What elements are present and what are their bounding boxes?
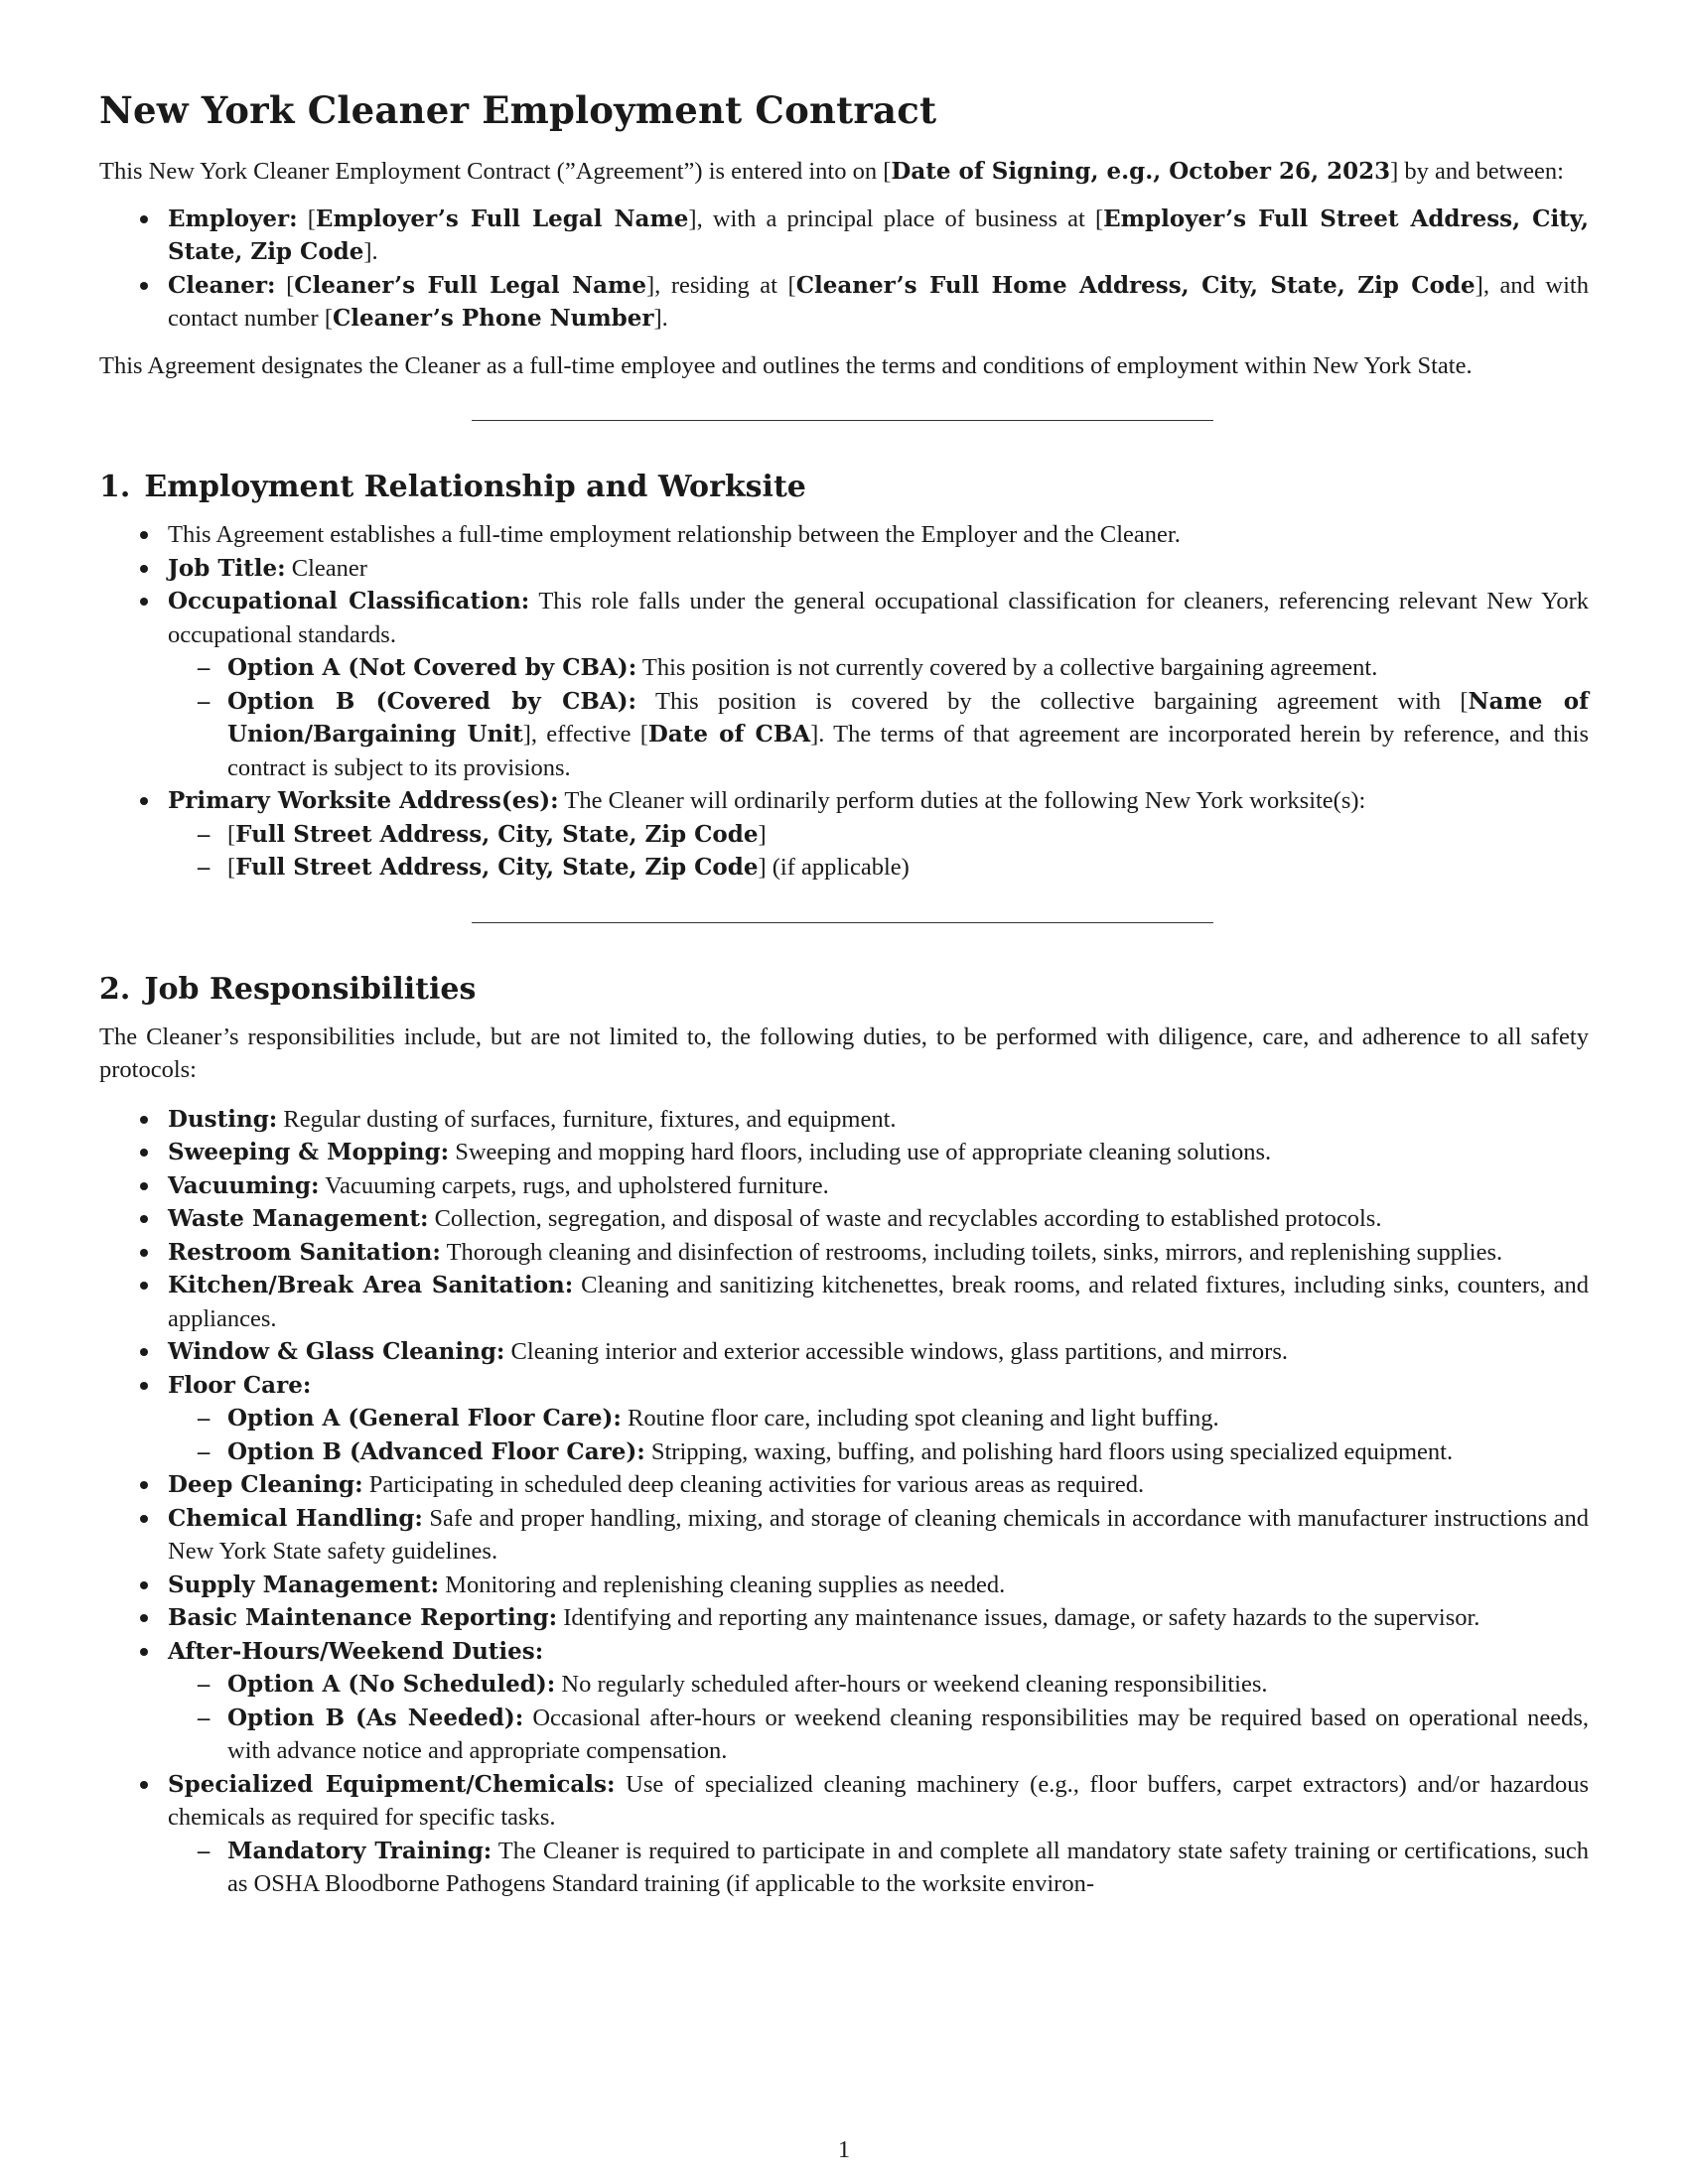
cleaner-phone-placeholder: Cleaner’s Phone Number	[333, 305, 654, 332]
intro-paragraph: This New York Cleaner Employment Contract (”Agreement”) is entered into on [Date of Signing, e.g., October 26, 2023] by and between:	[99, 158, 1564, 185]
list-item-restroom-sanitation: Restroom Sanitation: Thorough cleaning and disinfection of restrooms, including toilets, sinks, mirrors, and replenishing supplies.	[99, 1236, 1589, 1270]
list-item-mandatory-training: – Mandatory Training: The Cleaner is required to participate in and complete all mandatory state safety training or certifications, such as OSHA Bloodborne Pathogens Standard training (if applicable to the worksite environ-	[168, 1835, 1589, 1901]
list-item-deep-cleaning: Deep Cleaning: Participating in scheduled deep cleaning activities for various areas as required.	[99, 1468, 1589, 1502]
list-item: This Agreement establishes a full-time employment relationship between the Employer and the Cleaner.	[99, 518, 1589, 552]
list-item-sweeping-mopping: Sweeping & Mopping: Sweeping and mopping hard floors, including use of appropriate cleaning solutions.	[99, 1136, 1589, 1169]
cba-date-placeholder: Date of CBA	[647, 721, 811, 748]
list-item-worksite: Primary Worksite Address(es): The Cleaner will ordinarily perform duties at the following New York worksite(s): – [Full Street Address, City, State, Zip Code] – [Full Street Address, City, State, Zip Code] (if applicable)	[99, 784, 1589, 885]
section-2-list	[99, 1103, 1589, 1901]
list-item-kitchen-sanitation: Kitchen/Break Area Sanitation: Cleaning and sanitizing kitchenettes, break rooms, and related fixtures, including sinks, counters, and appliances.	[99, 1269, 1589, 1335]
date-placeholder: Date of Signing, e.g., October 26, 2023	[891, 158, 1391, 185]
floor-care-options	[168, 1402, 1589, 1468]
parties-list	[99, 203, 1589, 336]
list-item-vacuuming: Vacuuming: Vacuuming carpets, rugs, and upholstered furniture.	[99, 1169, 1589, 1203]
union-placeholder: Name of Union/Bargaining Unit	[227, 687, 1589, 748]
list-item-floor-option-b: – Option B (Advanced Floor Care): Stripping, waxing, buffing, and polishing hard floors using specialized equipment.	[168, 1435, 1589, 1469]
section-divider	[472, 420, 1213, 421]
list-item-after-hours: After-Hours/Weekend Duties: – Option A (No Scheduled): No regularly scheduled after-hours or weekend cleaning responsibilities. – Option B (As Needed): Occasional after-hours or weekend cleaning responsibilities may be required based on operational needs, with advance notice and appropriate compensation.	[99, 1635, 1589, 1768]
section-2-heading: 2. Job Responsibilities	[99, 971, 477, 1007]
list-item-cleaner: Cleaner: [Cleaner’s Full Legal Name], residing at [Cleaner’s Full Home Address, City, State, Zip Code], and with contact number [Cleaner’s Phone Number].	[99, 269, 1589, 336]
list-item-waste-management: Waste Management: Collection, segregation, and disposal of waste and recyclables according to established protocols.	[99, 1202, 1589, 1236]
list-item-window-cleaning: Window & Glass Cleaning: Cleaning interior and exterior accessible windows, glass partitions, and mirrors.	[99, 1335, 1589, 1369]
employer-address-placeholder: Employer’s Full Street Address, City, State, Zip Code	[168, 205, 1589, 265]
employer-name-placeholder: Employer’s Full Legal Name	[315, 205, 689, 232]
section-divider	[472, 922, 1213, 923]
page-number: 1	[837, 2136, 851, 2163]
worksite-address-list	[168, 818, 1589, 885]
list-item-occupational-classification: Occupational Classification: This role falls under the general occupational classification for cleaners, referencing relevant New York occupational standards. – Option A (Not Covered by CBA): This position is not currently covered by a collective bargaining agreement. – Option B (Covered by CBA): This position is covered by the collective bargaining agreement with [Name of Union/Bargaining Unit], effective [Date of CBA]. The terms of that agreement are incorporated herein by reference, and this contract is subject to its provisions.	[99, 585, 1589, 784]
document-title: New York Cleaner Employment Contract	[99, 88, 937, 132]
list-item-specialized-equipment: Specialized Equipment/Chemicals: Use of specialized cleaning machinery (e.g., floor buffers, carpet extractors) and/or hazardous chemicals as required for specific tasks. – Mandatory Training: The Cleaner is required to participate in and complete all mandatory state safety training or certifications, such as OSHA Bloodborne Pathogens Standard training (if applicable to the worksite environ-	[99, 1768, 1589, 1901]
list-item-option-b: – Option B (Covered by CBA): This position is covered by the collective bargaining agreement with [Name of Union/Bargaining Unit], effective [Date of CBA]. The terms of that agreement are incorporated herein by reference, and this contract is subject to its provisions.	[168, 685, 1589, 785]
list-item-chemical-handling: Chemical Handling: Safe and proper handling, mixing, and storage of cleaning chemicals in accordance with manufacturer instructions and New York State safety guidelines.	[99, 1502, 1589, 1569]
intro-closing-paragraph: This Agreement designates the Cleaner as a full-time employee and outlines the terms and conditions of employment within New York State.	[99, 351, 1473, 379]
section-1-heading: 1. Employment Relationship and Worksite	[99, 470, 806, 504]
list-item-address-2: – [Full Street Address, City, State, Zip Code] (if applicable)	[168, 851, 1589, 885]
list-item-floor-option-a: – Option A (General Floor Care): Routine floor care, including spot cleaning and light buffing.	[168, 1402, 1589, 1435]
list-item-dusting: Dusting: Regular dusting of surfaces, furniture, fixtures, and equipment.	[99, 1103, 1589, 1137]
cleaner-name-placeholder: Cleaner’s Full Legal Name	[294, 271, 646, 299]
list-item-maintenance-reporting: Basic Maintenance Reporting: Identifying and reporting any maintenance issues, damage, or safety hazards to the supervisor.	[99, 1601, 1589, 1635]
specialized-sublist	[168, 1835, 1589, 1901]
section-2-intro: The Cleaner’s responsibilities include, but are not limited to, the following duties, to be performed with diligence, care, and adherence to all safety protocols:	[99, 1023, 1589, 1083]
list-item-option-a: – Option A (Not Covered by CBA): This position is not currently covered by a collective bargaining agreement.	[168, 651, 1589, 685]
section-1-list	[99, 518, 1589, 885]
list-item-job-title: Job Title: Cleaner	[99, 552, 1589, 586]
list-item-supply-management: Supply Management: Monitoring and replenishing cleaning supplies as needed.	[99, 1569, 1589, 1602]
document-page	[99, 87, 1589, 1901]
cba-options-list	[168, 651, 1589, 784]
list-item-employer: Employer: [Employer’s Full Legal Name], with a principal place of business at [Employer’s Full Street Address, City, State, Zip Code].	[99, 203, 1589, 269]
list-item-after-hours-option-a: – Option A (No Scheduled): No regularly scheduled after-hours or weekend cleaning responsibilities.	[168, 1668, 1589, 1702]
after-hours-options	[168, 1668, 1589, 1768]
cleaner-address-placeholder: Cleaner’s Full Home Address, City, State, Zip Code	[795, 271, 1476, 299]
list-item-after-hours-option-b: – Option B (As Needed): Occasional after-hours or weekend cleaning responsibilities may be required based on operational needs, with advance notice and appropriate compensation.	[168, 1702, 1589, 1768]
list-item-floor-care: Floor Care: – Option A (General Floor Care): Routine floor care, including spot cleaning and light buffing. – Option B (Advanced Floor Care): Stripping, waxing, buffing, and polishing hard floors using specialized equipment.	[99, 1369, 1589, 1469]
list-item-address-1: – [Full Street Address, City, State, Zip Code]	[168, 818, 1589, 852]
